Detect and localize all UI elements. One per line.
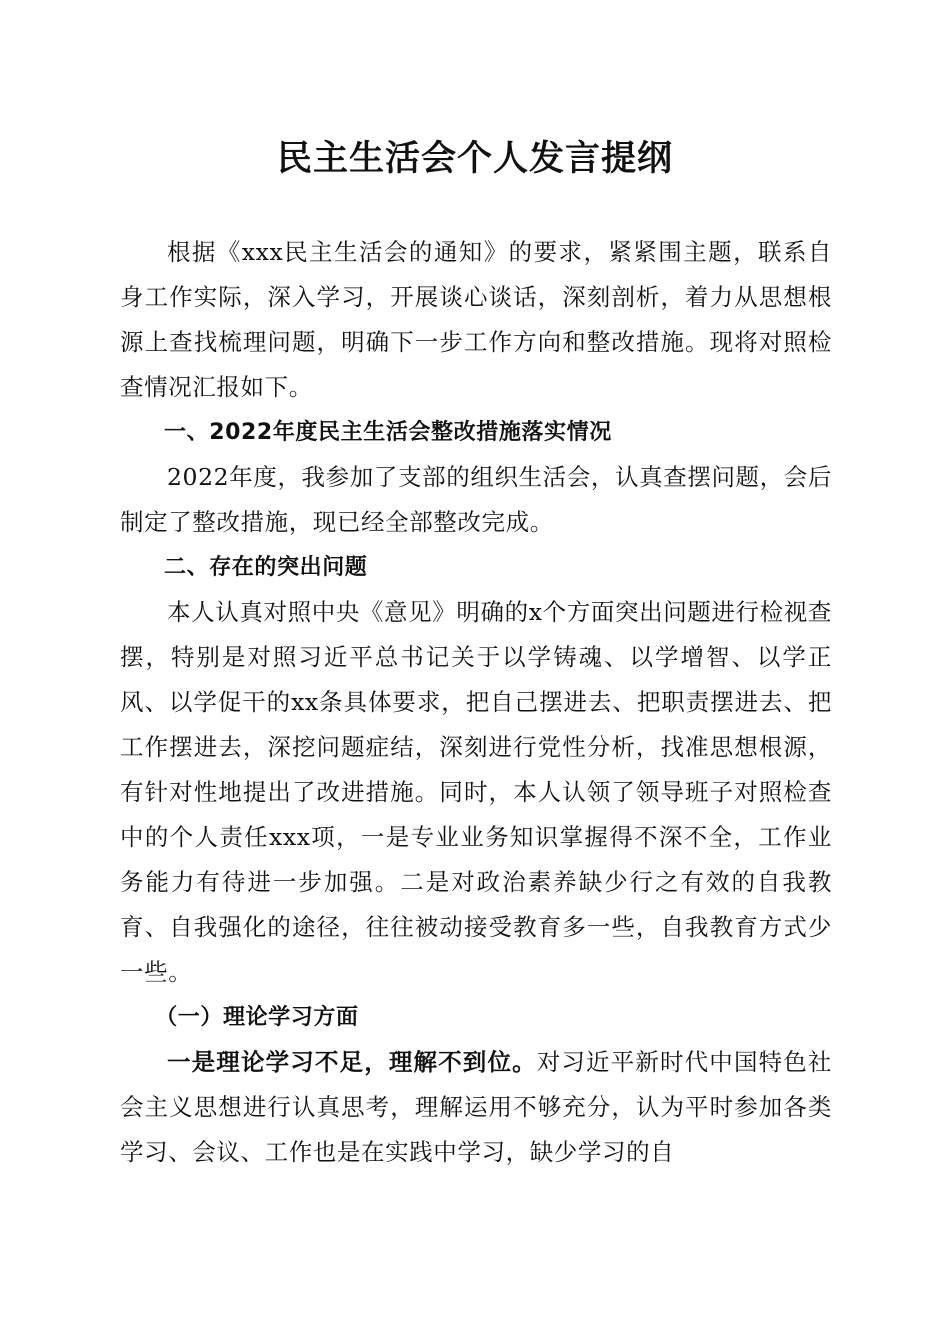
paragraph-3-lead: 一是理论学习不足，理解不到位。 xyxy=(167,1048,537,1076)
section-heading-1: 一、2022年度民主生活会整改措施落实情况 xyxy=(164,420,612,445)
paragraph-3 xyxy=(120,1040,832,1175)
subsection-heading-1: （一）理论学习方面 xyxy=(155,1004,359,1030)
paragraph-1: 2022年度，我参加了支部的组织生活会，认真查摆问题，会后制定了整改措施，现已经全部整改完成。 xyxy=(120,463,832,536)
paragraph-intro: 根据《xxx民主生活会的通知》的要求，紧紧围主题，联系自身工作实际，深入学习，开展谈心谈话，深刻剖析，着力从思想根源上查找梳理问题，明确下一步工作方向和整改措施。现将对照检查情况汇报如下。 xyxy=(120,238,832,401)
document-title: 民主生活会个人发言提纲 xyxy=(276,138,673,179)
section-heading-2: 二、存在的突出问题 xyxy=(164,555,368,580)
paragraph-3-text: 对习近平新时代中国特色社会主义思想进行认真思考，理解运用不够充分，认为平时参加各类学习、会议、工作也是在实践中学习，缺少学习的自 xyxy=(120,1048,832,1166)
paragraph-2: 本人认真对照中央《意见》明确的x个方面突出问题进行检视查摆，特别是对照习近平总书记关于以学铸魂、以学增智、以学正风、以学促干的xx条具体要求，把自己摆进去、把职责摆进去、把工作摆进去，深挖问题症结，深刻进行党性分析，找准思想根源，有针对性地提出了改进措施。同时，本人认领了领导班子对照检查中的个人责任xxx项，一是专业业务知识掌握得不深不全，工作业务能力有待进一步加强。二是对政治素养缺少行之有效的自我教育、自我强化的途径，往往被动接受教育多一些，自我教育方式少一些。 xyxy=(120,598,832,986)
document-body xyxy=(120,230,832,1175)
